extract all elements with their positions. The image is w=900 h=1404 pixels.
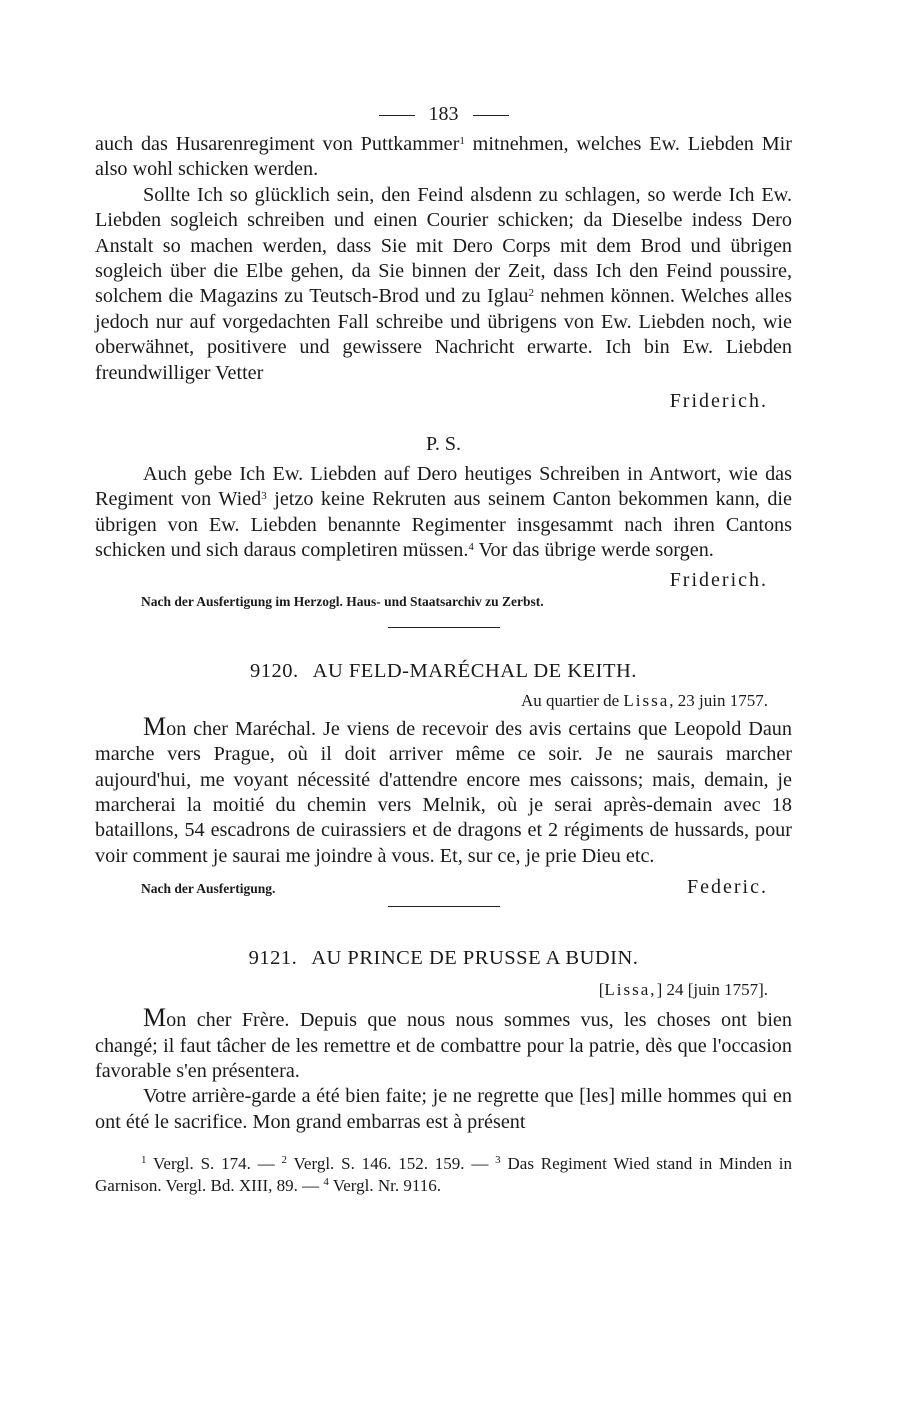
section-divider [388, 627, 500, 628]
text-span: auch das Husarenregiment von Puttkammer [95, 133, 460, 155]
footnote-text: Vergl. S. 174. — [146, 1154, 282, 1174]
letter-dateline [95, 979, 792, 1001]
letter-title: AU FELD-MARÉCHAL DE KEITH. [312, 659, 637, 682]
initial-letter: M [143, 711, 167, 741]
footnote-text: Vergl. Nr. 9116. [328, 1176, 441, 1196]
footnote-text: Das Regiment Wied stand in Minden in Garnison. Vergl. Bd. XIII, 89. — [95, 1154, 792, 1196]
source-note: Nach der Ausfertigung. [141, 881, 276, 897]
section-divider [388, 906, 500, 907]
text-span: mitnehmen, welches Ew. Liebden Mir also wohl schicken werden. [95, 133, 792, 181]
place-name: Lissa, [604, 980, 657, 1000]
letter-dateline [95, 690, 792, 712]
signature: Friderich. [669, 390, 768, 413]
initial-letter: M [143, 1003, 167, 1033]
text-span: Vor das übrige werde sorgen. [473, 539, 714, 562]
footnote-marker: 2 [528, 287, 534, 300]
place-name: Lissa [623, 690, 670, 710]
postscript-text [95, 462, 792, 564]
document-page [95, 96, 792, 1197]
footnote-marker: 1 [459, 135, 465, 147]
source-note: Nach der Ausfertigung im Herzogl. Haus- und Staatsarchiv zu Zerbst. [141, 593, 544, 609]
letter-body [95, 711, 792, 869]
footnote-marker: 4 [468, 541, 474, 554]
footnotes [95, 1153, 792, 1197]
text-span: nehmen können. Welches alles jedoch nur auf vorgedachten Fall schreibe und übrigens von Ew. Liebden noch, wie oberwähnet, positivere und gewissere Nachricht erwarte. Ich bin Ew. Liebden freundwilliger Vetter [95, 285, 792, 384]
header-dash-right [473, 115, 509, 116]
text-span: [ [598, 980, 605, 1000]
page-number: 183 [428, 103, 459, 125]
footnote-marker: 2 [281, 1154, 288, 1167]
letter-number: 9120. [250, 659, 299, 682]
paragraph [95, 132, 792, 183]
paragraph: Votre arrière-garde a été bien faite; je ne regrette que [les] mille hommes qui en ont été le sacrifice. Mon grand embarras est à présent [95, 1085, 792, 1133]
footnote-marker: 3 [261, 490, 267, 503]
postscript-label: P. S. [425, 433, 462, 456]
footnote-marker: 3 [495, 1154, 501, 1167]
footnote-marker: 4 [323, 1176, 329, 1189]
text-span: ] 24 [juin 1757]. [656, 980, 768, 1000]
signature: Federic. [687, 876, 768, 899]
text-span: jetzo keine Rekruten aus seinem Canton bekommen kann, die übrigen von Ew. Liebden benannte Regimenter insgesammt nach ihren Cantons schicken und sich daraus completiren müssen. [95, 488, 792, 562]
signature: Friderich. [669, 568, 768, 591]
footnote-text: Vergl. S. 146. 152. 159. — [287, 1154, 496, 1174]
text-span: Sollte Ich so glücklich sein, den Feind alsdenn zu schlagen, so werde Ich Ew. Liebden sogleich schreiben und einen Courier schicken; da Dieselbe indess Dero Anstalt so machen werden, dass Sie mit Dero Corps mit dem Brod und übrigen sogleich über die Elbe gehen, da Sie binnen der Zeit, dass Ich den Feind poussire, solchem die Magazins zu Teutsch-Brod und zu Iglau [95, 183, 792, 308]
header-dash-left [379, 115, 415, 116]
text-span: , 23 juin 1757. [669, 690, 768, 710]
letter-number: 9121. [248, 947, 298, 970]
text-span: Au quartier de [520, 690, 624, 710]
text-span: on cher Maréchal. Je viens de recevoir des avis certains que Leopold Daun marche vers Prague, où il doit arriver même ce soir. Je ne saurais marcher aujourd'hui, me voyant nécessité d'attendre encore mes caissons; mais, demain, je marcherai la moitié du chemin vers Melnik, où je serai après-demain avec 18 bataillons, 54 escadrons de cuirassiers et de dragons et 2 régiments de hussards, pour voir comment je saurai me joindre à vous. Et, sur ce, je prie Dieu etc. [95, 717, 792, 867]
letter-heading [95, 945, 792, 971]
text-span: Auch gebe Ich Ew. Liebden auf Dero heutiges Schreiben in Antwort, wie das Regiment von Wied [95, 463, 792, 511]
footnote-marker: 1 [141, 1154, 147, 1167]
letter-heading [95, 658, 792, 684]
paragraph [95, 183, 792, 386]
letter-body [95, 1005, 792, 1084]
text-span: on cher Frère. Depuis que nous nous sommes vus, les choses ont bien changé; il faut tâcher de les remettre et de combattre pour la patrie, dès que l'occasion favorable s'en présentera. [95, 1009, 792, 1082]
signature-row [95, 875, 792, 900]
letter-title: AU PRINCE DE PRUSSE A BUDIN. [311, 947, 639, 970]
page-header [95, 96, 792, 132]
